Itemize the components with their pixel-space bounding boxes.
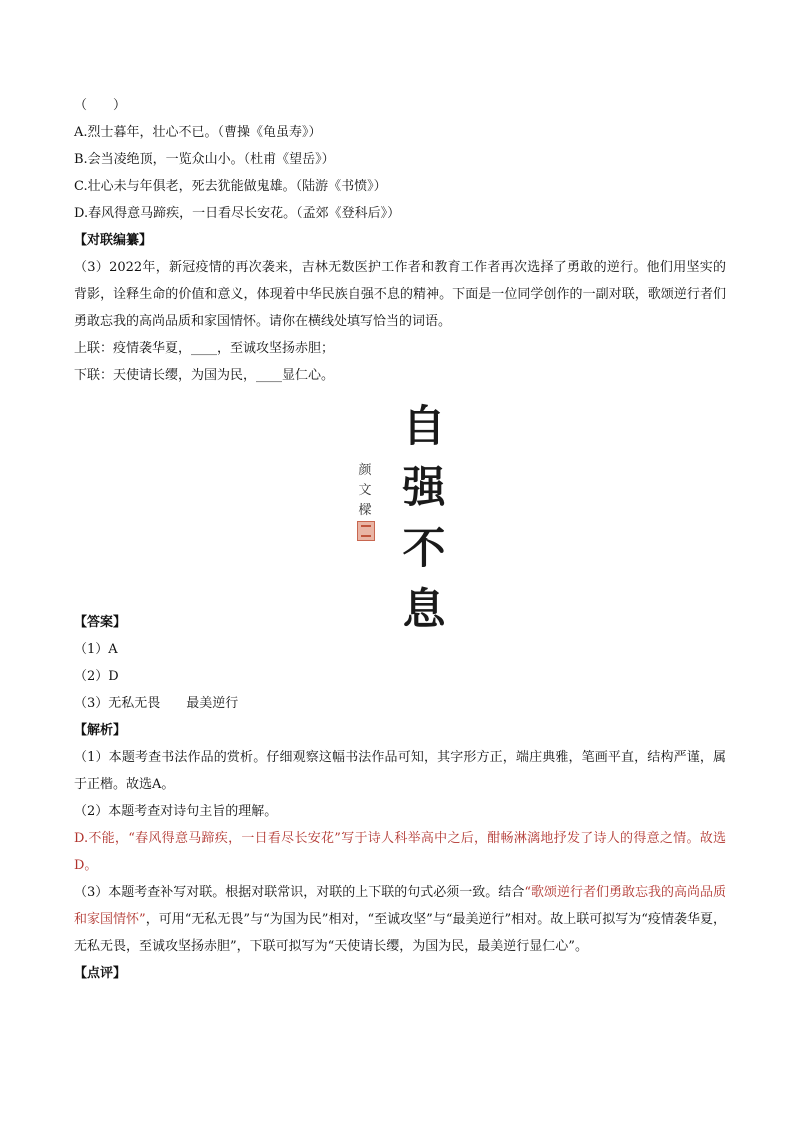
seal-stamp-icon bbox=[357, 521, 375, 541]
answer-heading: 【答案】 bbox=[74, 615, 127, 630]
answer-item: （1）A bbox=[74, 642, 118, 657]
couplet-prompt: （3）2022年，新冠疫情的再次袭来，吉林无数医护工作者和教育工作者再次选择了勇敢的逆行。他们用坚实的背影，诠释生命的价值和意义，体现着中华民族自强不息的精神。下面是一位同学创作的一副对联，歌颂逆行者们勇敢忘我的高尚品质和家国情怀。请你在横线处填写恰当的词语。 bbox=[74, 260, 726, 329]
option-a: A.烈士暮年，壮心不已。（曹操《龟虽寿》） bbox=[74, 125, 322, 140]
option-c: C.壮心未与年俱老，死去犹能做鬼雄。（陆游《书愤》） bbox=[74, 179, 387, 194]
analysis-heading: 【解析】 bbox=[74, 723, 127, 738]
calligraphy-char: 不 bbox=[402, 524, 446, 574]
couplet-lower: 下联：天使请长缨，为国为民，____显仁心。 bbox=[74, 368, 335, 383]
couplet-heading: 【对联编纂】 bbox=[74, 233, 153, 248]
analysis-text: （3）本题考查补写对联。根据对联常识，对联的上下联的句式必须一致。结合 bbox=[74, 885, 525, 900]
calligraphy-char: 自 bbox=[402, 402, 446, 452]
option-d: D.春风得意马蹄疾，一日看尽长安花。（孟郊《登科后》） bbox=[74, 206, 401, 221]
analysis-text: ，可用“无私无畏”与“为国为民”相对，“至诚攻坚”与“最美逆行”相对。故上联可拟写为“疫情袭华夏，无私无畏，至诚攻坚扬赤胆”，下联可拟写为“天使请长缨，为国为民，最美逆行显仁心”。 bbox=[74, 912, 726, 954]
signature-char: 文 bbox=[358, 483, 372, 498]
calligraphy-signature bbox=[354, 461, 376, 521]
question-paren: （ ） bbox=[74, 98, 127, 113]
signature-char: 颜 bbox=[358, 463, 372, 478]
option-b: B.会当凌绝顶，一览众山小。（杜甫《望岳》） bbox=[74, 152, 335, 167]
analysis-paragraph-3: D.不能，“春风得意马蹄疾，一日看尽长安花”写于诗人科举高中之后，酣畅淋漓地抒发了诗人的得意之情。故选D。 bbox=[74, 831, 726, 873]
couplet-upper: 上联：疫情袭华夏，____，至诚攻坚扬赤胆； bbox=[74, 341, 335, 356]
calligraphy-char: 息 bbox=[402, 585, 446, 635]
analysis-paragraph-2: （2）本题考查对诗句主旨的理解。 bbox=[74, 804, 278, 819]
signature-char: 樑 bbox=[358, 503, 372, 518]
answer-item: （2）D bbox=[74, 669, 119, 684]
analysis-quote: “歌颂逆行者们勇敢忘我的高尚品质和家国情怀” bbox=[74, 885, 726, 927]
analysis-paragraph-4 bbox=[74, 879, 726, 960]
calligraphy-char: 强 bbox=[402, 463, 446, 513]
analysis-paragraph-1: （1）本题考查书法作品的赏析。仔细观察这幅书法作品可知，其字形方正，端庄典雅，笔画平直，结构严谨，属于正楷。故选A。 bbox=[74, 750, 726, 792]
calligraphy-main-text bbox=[392, 397, 456, 641]
answer-item: （3）无私无畏 最美逆行 bbox=[74, 696, 239, 711]
document-page bbox=[74, 92, 726, 987]
comment-heading: 【点评】 bbox=[74, 966, 127, 981]
